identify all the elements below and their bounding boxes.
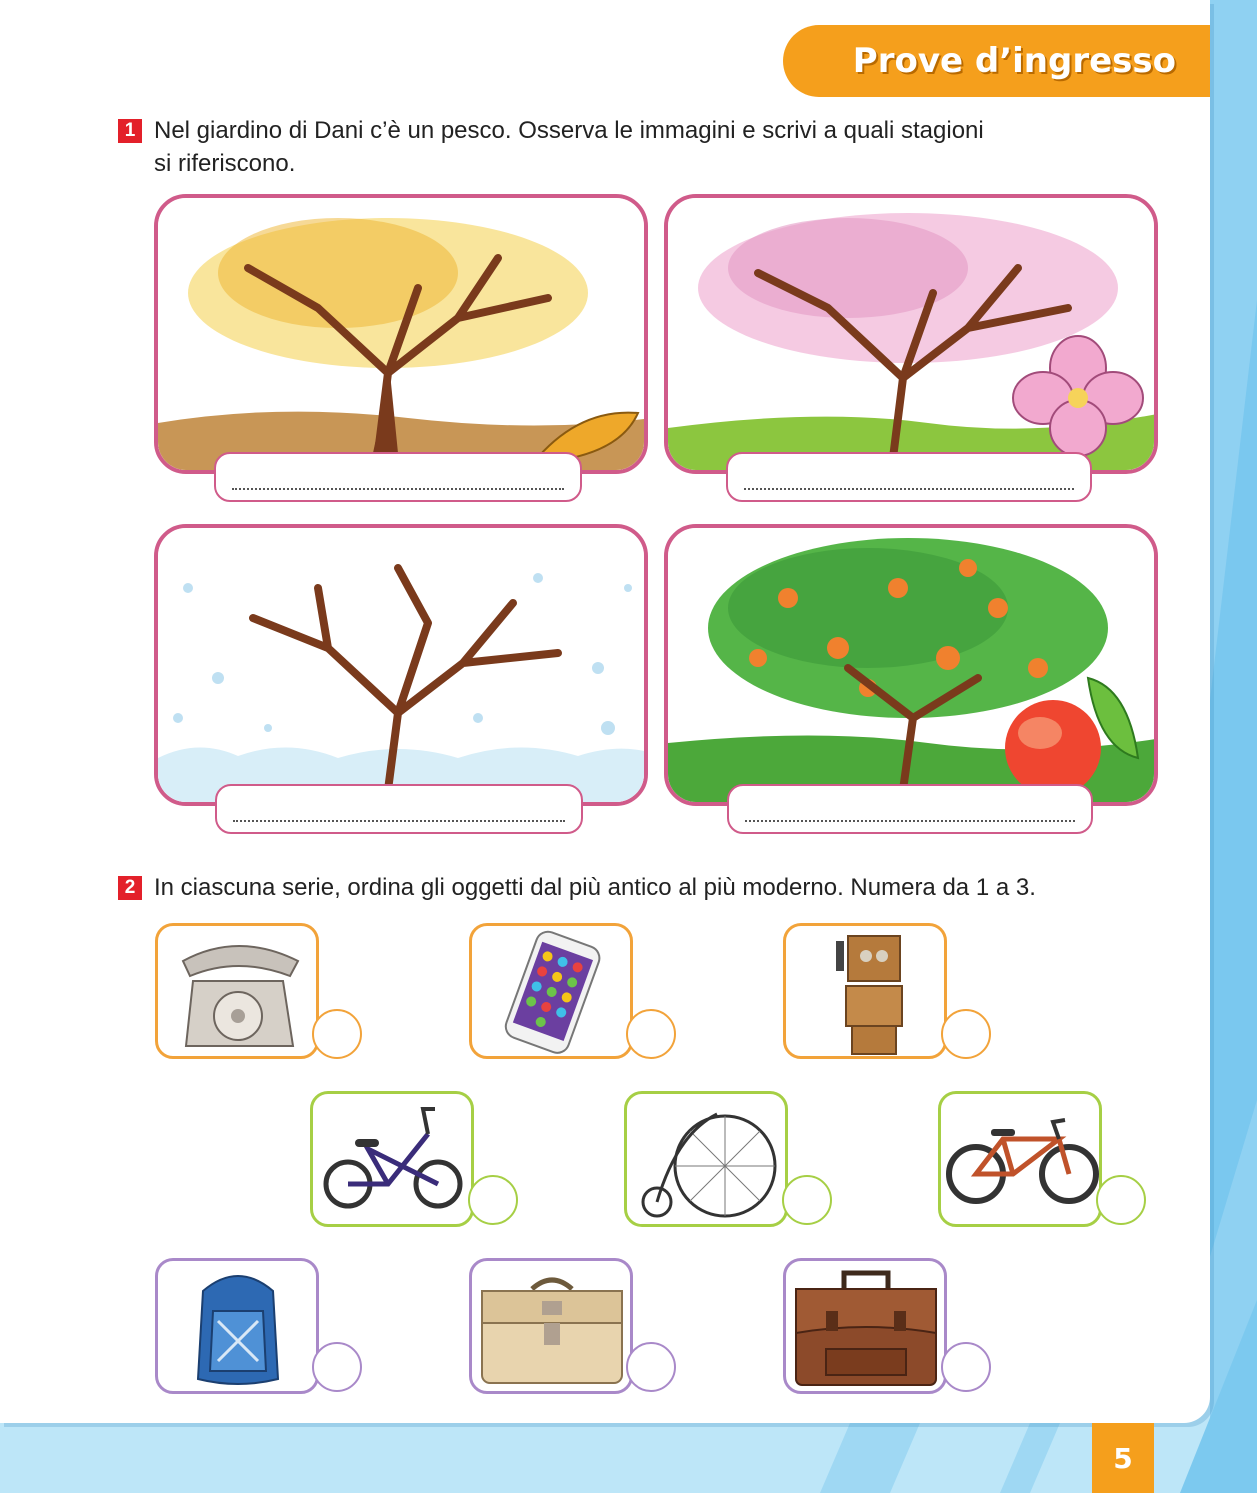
mountain-bike-icon	[941, 1094, 1099, 1224]
rotary-phone-number-circle[interactable]	[312, 1009, 362, 1059]
autumn-answer-field[interactable]	[214, 452, 582, 502]
rotary-phone-card	[155, 923, 319, 1059]
wall-phone-card	[783, 923, 947, 1059]
penny-farthing-card	[624, 1091, 788, 1227]
backpack-icon	[158, 1261, 316, 1391]
summer-answer-field[interactable]	[727, 784, 1093, 834]
winter-tree-image	[154, 524, 648, 806]
brown-satchel-number-circle[interactable]	[941, 1342, 991, 1392]
spring-tree-image	[664, 194, 1158, 474]
folding-bike-card	[310, 1091, 474, 1227]
question-1-text-line1: Nel giardino di Dani c’è un pesco. Osserva le immagini e scrivi a quali stagioni	[154, 117, 984, 144]
folding-bike-icon	[313, 1094, 471, 1224]
brown-satchel-icon	[786, 1261, 944, 1391]
smartphone-icon	[472, 926, 630, 1056]
backpack-card	[155, 1258, 319, 1394]
spring-answer-field[interactable]	[726, 452, 1092, 502]
mountain-bike-card	[938, 1091, 1102, 1227]
page-number: 5	[1092, 1423, 1154, 1493]
winter-answer-field[interactable]	[215, 784, 583, 834]
penny-farthing-icon	[627, 1094, 785, 1224]
beige-satchel-icon	[472, 1261, 630, 1391]
penny-farthing-number-circle[interactable]	[782, 1175, 832, 1225]
question-2-number: 2	[118, 876, 142, 900]
page-title: Prove d’ingresso	[852, 41, 1176, 81]
brown-satchel-card	[783, 1258, 947, 1394]
summer-tree-image	[664, 524, 1158, 806]
question-1-text-line2: si riferiscono.	[154, 150, 296, 177]
winter-tree-icon	[158, 528, 648, 806]
mountain-bike-number-circle[interactable]	[1096, 1175, 1146, 1225]
autumn-tree-icon	[158, 198, 648, 474]
autumn-tree-image	[154, 194, 648, 474]
summer-tree-icon	[668, 528, 1158, 806]
wall-phone-icon	[786, 926, 944, 1056]
question-1-number: 1	[118, 119, 142, 143]
beige-satchel-card	[469, 1258, 633, 1394]
wall-phone-number-circle[interactable]	[941, 1009, 991, 1059]
rotary-phone-icon	[158, 926, 316, 1056]
smartphone-card	[469, 923, 633, 1059]
folding-bike-number-circle[interactable]	[468, 1175, 518, 1225]
beige-satchel-number-circle[interactable]	[626, 1342, 676, 1392]
spring-tree-icon	[668, 198, 1158, 474]
backpack-number-circle[interactable]	[312, 1342, 362, 1392]
smartphone-number-circle[interactable]	[626, 1009, 676, 1059]
question-2-text: In ciascuna serie, ordina gli oggetti dal più antico al più moderno. Numera da 1 a 3.	[154, 874, 1036, 901]
header-tab	[783, 25, 1210, 97]
